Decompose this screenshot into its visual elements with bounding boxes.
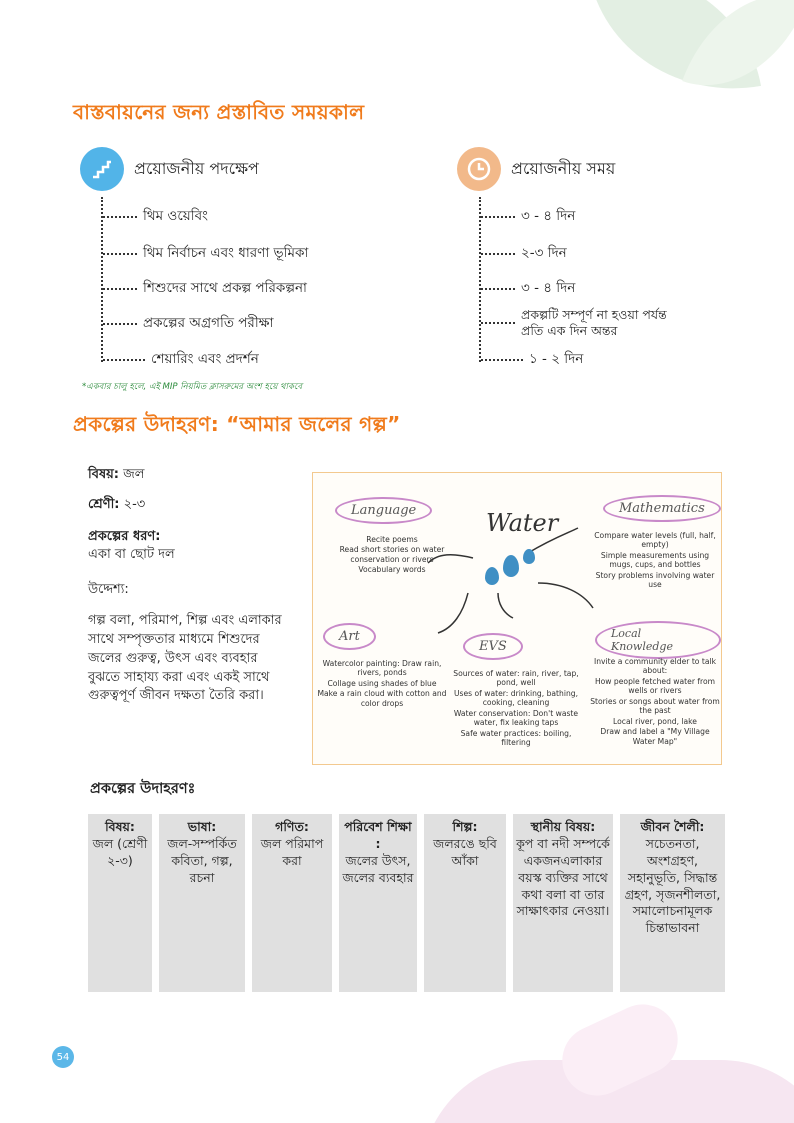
list-item: Uses of water: drinking, bathing, cooking, cleaning <box>453 688 579 708</box>
column-head: জীবন শৈলী: <box>640 819 705 834</box>
step-label: থিম নির্বাচন এবং ধারণা ভূমিকা <box>143 245 309 261</box>
list-item: How people fetched water from wells or rivers <box>594 676 716 696</box>
time-item <box>481 307 691 340</box>
list-item: Invite a community elder to talk about: <box>593 657 716 676</box>
time-item <box>481 245 567 263</box>
subject-label: বিষয়: <box>88 467 119 482</box>
water-mindmap <box>312 472 722 765</box>
list-item: Compare water levels (full, half, empty) <box>594 531 716 550</box>
page-number: 54 <box>52 1046 74 1068</box>
step-label: শেয়ারিং এবং প্রদর্শন <box>151 351 259 367</box>
step-item <box>103 208 208 226</box>
list-item: Safe water practices: boiling, filtering <box>460 728 572 748</box>
column-head: বিষয়: <box>105 819 135 834</box>
steps-header <box>80 147 259 191</box>
steps-tree <box>101 197 309 367</box>
time-label: প্রকল্পটি সম্পূর্ণ না হওয়া পর্যন্ত প্রতি এক দিন অন্তর <box>521 307 667 339</box>
column-body: জলের উৎস, জলের ব্যবহার <box>342 852 414 885</box>
column-head: পরিবেশ শিক্ষা : <box>344 819 412 851</box>
clock-icon <box>457 147 501 191</box>
list-item: Watercolor painting: Draw rain, rivers, ponds <box>322 659 442 678</box>
objective-text: গল্প বলা, পরিমাপ, শিল্প এবং এলাকার সাথে সম্পৃক্ততার মাধ্যমে শিশুদের জলের গুরুত্ব, উৎস এবং ব্যবহার বুঝতে সাহায্য করা এবং একই সাথে গুরুত্বপূর্ণ জীবন দক্ষতা তৈরি করা। <box>88 613 282 704</box>
table-column <box>620 814 725 992</box>
time-label: ৩ - ৪ দিন <box>521 280 576 296</box>
table-column <box>252 814 332 992</box>
list-item: Draw and label a "My Village Water Map" <box>600 727 710 746</box>
subject-info <box>88 466 293 484</box>
class-value: ২-৩ <box>123 497 146 512</box>
time-header <box>457 147 615 191</box>
list-item: Simple measurements using mugs, cups, and bottles <box>600 550 710 570</box>
local-title: Local Knowledge <box>595 621 721 659</box>
table-column <box>513 814 613 992</box>
step-label: প্রকল্পের অগ্রগতি পরীক্ষা <box>143 315 274 331</box>
time-label: ২-৩ দিন <box>521 245 567 261</box>
list-item: Story problems involving water use <box>595 570 715 590</box>
list-item: Collage using shades of blue <box>327 678 437 688</box>
column-head: স্থানীয় বিষয়: <box>530 819 596 834</box>
example-table <box>88 814 725 992</box>
step-item <box>103 245 308 263</box>
step-label: থিম ওয়েবিং <box>143 208 208 224</box>
column-body: জলরঙে ছবি আঁকা <box>433 835 497 868</box>
time-item <box>481 280 575 298</box>
water-drop-icon <box>485 567 499 585</box>
list-item: Make a rain cloud with cotton and color drops <box>317 689 447 708</box>
list-item: Sources of water: rain, river, tap, pond, well <box>453 669 579 688</box>
water-drop-icon <box>523 549 535 564</box>
step-item <box>103 280 307 298</box>
column-body: জল (শ্রেণী ২-৩) <box>92 835 148 868</box>
column-head: শিল্প: <box>452 819 478 834</box>
list-item: Water conservation: Don't waste water, fix leaking taps <box>453 708 579 728</box>
column-body: জল পরিমাপ করা <box>260 835 324 868</box>
class-info <box>88 496 293 514</box>
table-column <box>88 814 152 992</box>
time-tree <box>479 197 667 367</box>
type-info <box>88 528 293 563</box>
step-item <box>103 315 274 333</box>
table-column <box>424 814 506 992</box>
class-label: শ্রেণী: <box>88 497 120 512</box>
stairs-icon <box>80 147 124 191</box>
language-list <box>327 535 457 576</box>
language-title: Language <box>335 497 432 524</box>
table-title: প্রকল্পের উদাহরণঃ <box>90 781 196 797</box>
time-label: ১ - ২ দিন <box>529 351 584 367</box>
time-item <box>481 208 575 226</box>
water-center: Water <box>486 509 559 537</box>
math-title: Mathematics <box>603 495 721 522</box>
subject-value: জল <box>123 467 145 482</box>
time-item <box>481 351 583 369</box>
objective-label: উদ্দেশ্য: <box>88 582 129 597</box>
column-body: কূপ বা নদী সম্পর্কে একজনএলাকার বয়স্ক ব্যক্তির সাথে কথা বলা বা তার সাক্ষাৎকার নেওয়া। <box>516 835 610 919</box>
column-head: ভাষা: <box>187 819 217 834</box>
example-title: প্রকল্পের উদাহরণ: “আমার জলের গল্প” <box>73 412 401 436</box>
footnote: *একবার চালু হলে, এই MIP নিয়মিত ক্লাসরুমের অংশ হয়ে থাকবে <box>82 382 303 392</box>
time-label: ৩ - ৪ দিন <box>521 208 576 224</box>
local-list <box>589 657 721 747</box>
column-head: গণিত: <box>275 819 309 834</box>
list-item: Local river, pond, lake <box>613 716 697 726</box>
type-value: একা বা ছোট দল <box>88 546 175 562</box>
list-item: Stories or songs about water from the past <box>590 696 720 716</box>
evs-title: EVS <box>463 633 523 660</box>
math-list <box>589 531 721 591</box>
list-item: Recite poems <box>366 535 418 544</box>
steps-header-label: প্রয়োজনীয় পদক্ষেপ <box>134 158 259 178</box>
step-item <box>103 351 259 369</box>
art-title: Art <box>323 623 376 650</box>
timeline-title: বাস্তবায়নের জন্য প্রস্তাবিত সময়কাল <box>73 100 365 124</box>
list-item: Vocabulary words <box>358 565 426 575</box>
step-label: শিশুদের সাথে প্রকল্প পরিকল্পনা <box>143 280 307 296</box>
evs-list <box>453 669 579 749</box>
type-label: প্রকল্পের ধরণ: <box>88 529 161 544</box>
column-body: সচেতনতা, অংশগ্রহণ, সহানুভূতি, সিদ্ধান্ত গ্রহণ, সৃজনশীলতা, সমালোচনামূলক চিন্তাভাবনা <box>624 835 721 936</box>
list-item: Read short stories on water conservation or rivers <box>339 545 445 564</box>
water-drop-icon <box>503 555 519 577</box>
table-column <box>339 814 417 992</box>
column-body: জল-সম্পর্কিত কবিতা, গল্প, রচনা <box>167 835 237 885</box>
time-header-label: প্রয়োজনীয় সময় <box>511 158 616 178</box>
table-column <box>159 814 245 992</box>
art-list <box>317 659 447 709</box>
